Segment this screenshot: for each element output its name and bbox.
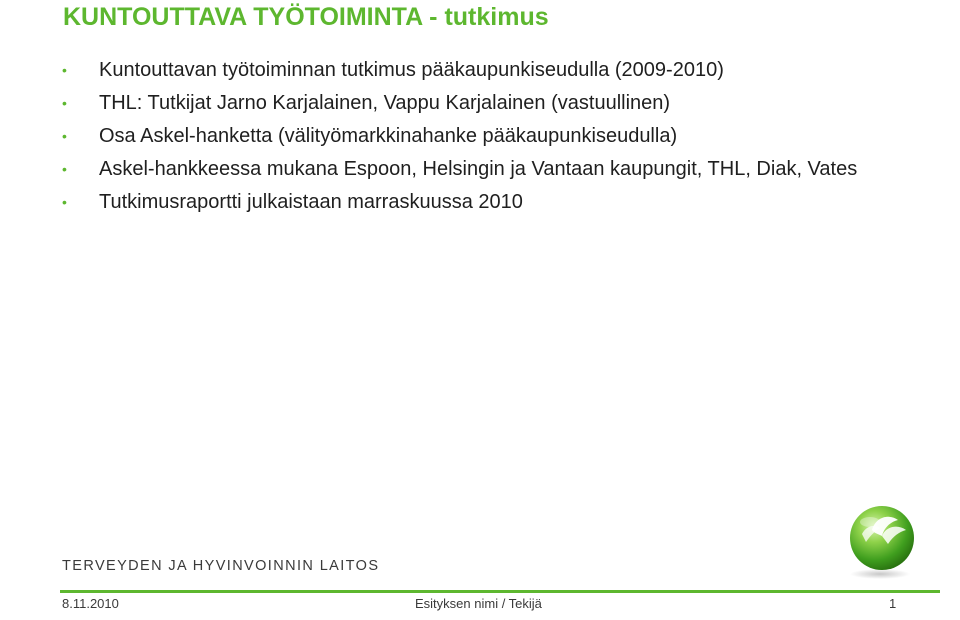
bullet-text: Askel-hankkeessa mukana Espoon, Helsingin ja Vantaan kaupungit, THL, Diak, Vates [99,158,858,180]
bullet-item [62,124,942,148]
bullet-item [62,58,942,82]
bullet-item [62,190,942,214]
organization-name: TERVEYDEN JA HYVINVOINNIN LAITOS [62,558,380,574]
bullet-item [62,91,942,115]
bullet-dot-icon: • [62,128,67,144]
bullet-dot-icon: • [62,62,67,78]
bullet-dot-icon: • [62,161,67,177]
footer-presentation-title: Esityksen nimi / Tekijä [415,596,542,611]
bullet-item [62,157,942,181]
bullet-text: THL: Tutkijat Jarno Karjalainen, Vappu Karjalainen (vastuullinen) [99,92,671,114]
bullet-text: Kuntouttavan työtoiminnan tutkimus pääkaupunkiseudulla (2009-2010) [99,59,724,81]
bullet-dot-icon: • [62,95,67,111]
bullet-list [62,58,942,223]
footer-date: 8.11.2010 [62,596,119,611]
footer-page-number: 1 [889,596,897,611]
footer-divider [60,590,940,593]
bullet-dot-icon: • [62,194,67,210]
bullet-text: Osa Askel-hanketta (välityömarkkinahanke pääkaupunkiseudulla) [99,125,678,147]
slide-title: KUNTOUTTAVA TYÖTOIMINTA - tutkimus [63,3,549,31]
green-sphere-leaf-icon [832,500,932,582]
bullet-text: Tutkimusraportti julkaistaan marraskuussa 2010 [99,191,523,213]
